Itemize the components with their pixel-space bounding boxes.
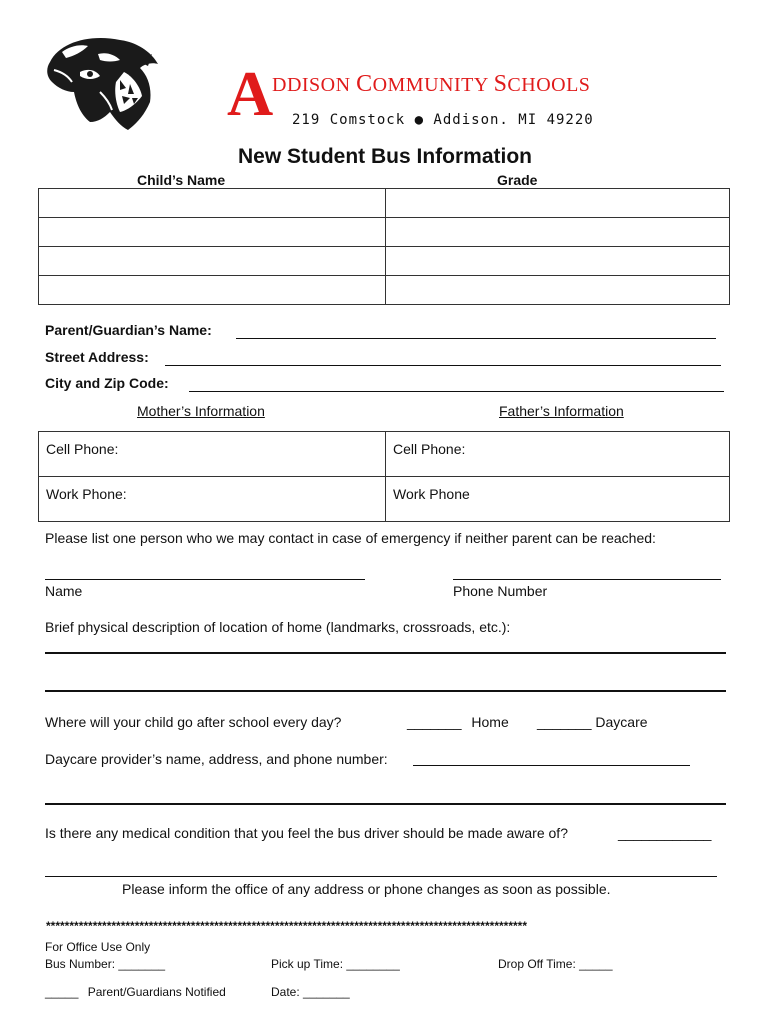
form-title: New Student Bus Information xyxy=(238,145,532,168)
home-location-prompt: Brief physical description of location of home (landmarks, crossroads, etc.): xyxy=(45,619,511,635)
mother-info-heading: Mother’s Information xyxy=(137,403,265,419)
school-name-part: S xyxy=(493,71,508,97)
school-name xyxy=(272,71,590,98)
home-blank: _______ xyxy=(407,714,462,730)
emergency-name-field[interactable] xyxy=(45,579,365,580)
table-row xyxy=(39,189,730,218)
daycare-option[interactable] xyxy=(537,714,648,730)
emergency-phone-field[interactable] xyxy=(453,579,721,580)
medical-condition-blank[interactable]: ____________ xyxy=(618,825,712,841)
school-name-part: DDISON xyxy=(272,74,357,96)
father-cell-phone-field[interactable] xyxy=(386,432,730,477)
parent-name-field[interactable] xyxy=(236,338,716,339)
child-name-column-header: Child’s Name xyxy=(137,172,226,188)
address-change-notice: Please inform the office of any address or phone changes as soon as possible. xyxy=(122,881,611,897)
home-option[interactable] xyxy=(407,714,509,730)
mother-cell-phone-label: Cell Phone: xyxy=(46,441,119,457)
child-name-cell[interactable] xyxy=(39,218,386,247)
notified-date-field[interactable]: Date: _______ xyxy=(271,985,350,999)
home-location-field[interactable] xyxy=(45,652,726,654)
grade-cell[interactable] xyxy=(386,247,730,276)
mother-cell-phone-field[interactable] xyxy=(39,432,386,477)
school-mascot-logo xyxy=(40,32,170,136)
table-row xyxy=(39,477,730,522)
office-use-heading: For Office Use Only xyxy=(45,940,151,954)
school-name-part: CHOOLS xyxy=(507,74,591,96)
home-label: Home xyxy=(471,714,509,730)
parent-phone-table xyxy=(38,431,730,522)
grade-column-header: Grade xyxy=(497,172,538,188)
school-address: 219 Comstock ● Addison. MI 49220 xyxy=(292,112,594,128)
grade-cell[interactable] xyxy=(386,276,730,305)
daycare-label: Daycare xyxy=(595,714,648,730)
child-name-cell[interactable] xyxy=(39,247,386,276)
bus-number-field[interactable]: Bus Number: _______ xyxy=(45,957,166,971)
school-name-part: OMMUNITY xyxy=(372,74,494,96)
city-zip-field[interactable] xyxy=(189,391,724,392)
dropoff-time-field[interactable]: Drop Off Time: _____ xyxy=(498,957,613,971)
parents-notified-blank: _____ xyxy=(45,985,79,999)
emergency-name-label: Name xyxy=(45,583,83,599)
father-work-phone-label: Work Phone xyxy=(393,486,470,502)
parents-notified-label: Parent/Guardians Notified xyxy=(87,985,226,999)
medical-condition-field[interactable] xyxy=(45,876,717,877)
street-address-label: Street Address: xyxy=(45,349,149,365)
grade-cell[interactable] xyxy=(386,189,730,218)
parents-notified-field[interactable] xyxy=(45,985,226,999)
father-cell-phone-label: Cell Phone: xyxy=(393,441,466,457)
parent-name-label: Parent/Guardian’s Name: xyxy=(45,322,212,338)
grade-cell[interactable] xyxy=(386,218,730,247)
after-school-prompt: Where will your child go after school every day? xyxy=(45,714,342,730)
father-work-phone-field[interactable] xyxy=(386,477,730,522)
school-name-part: C xyxy=(356,71,373,97)
office-separator: ******************************************************************************************************* xyxy=(46,919,528,933)
table-row xyxy=(39,218,730,247)
table-row xyxy=(39,432,730,477)
mother-work-phone-label: Work Phone: xyxy=(46,486,127,502)
daycare-provider-field-2[interactable] xyxy=(45,803,726,805)
daycare-blank: _______ xyxy=(537,714,592,730)
father-info-heading: Father’s Information xyxy=(499,403,624,419)
daycare-provider-label: Daycare provider’s name, address, and phone number: xyxy=(45,751,388,767)
mother-work-phone-field[interactable] xyxy=(39,477,386,522)
school-initial-letter: A xyxy=(227,58,274,129)
pickup-time-field[interactable]: Pick up Time: ________ xyxy=(271,957,400,971)
city-zip-label: City and Zip Code: xyxy=(45,375,169,391)
child-name-cell[interactable] xyxy=(39,189,386,218)
table-row xyxy=(39,247,730,276)
daycare-provider-field[interactable] xyxy=(413,765,690,766)
student-table xyxy=(38,188,730,305)
table-row xyxy=(39,276,730,305)
child-name-cell[interactable] xyxy=(39,276,386,305)
medical-condition-prompt: Is there any medical condition that you feel the bus driver should be made aware of? xyxy=(45,825,568,841)
street-address-field[interactable] xyxy=(165,365,721,366)
home-location-field-2[interactable] xyxy=(45,690,726,692)
emergency-phone-label: Phone Number xyxy=(453,583,548,599)
emergency-contact-prompt: Please list one person who we may contact in case of emergency if neither parent can be reached: xyxy=(45,530,656,546)
